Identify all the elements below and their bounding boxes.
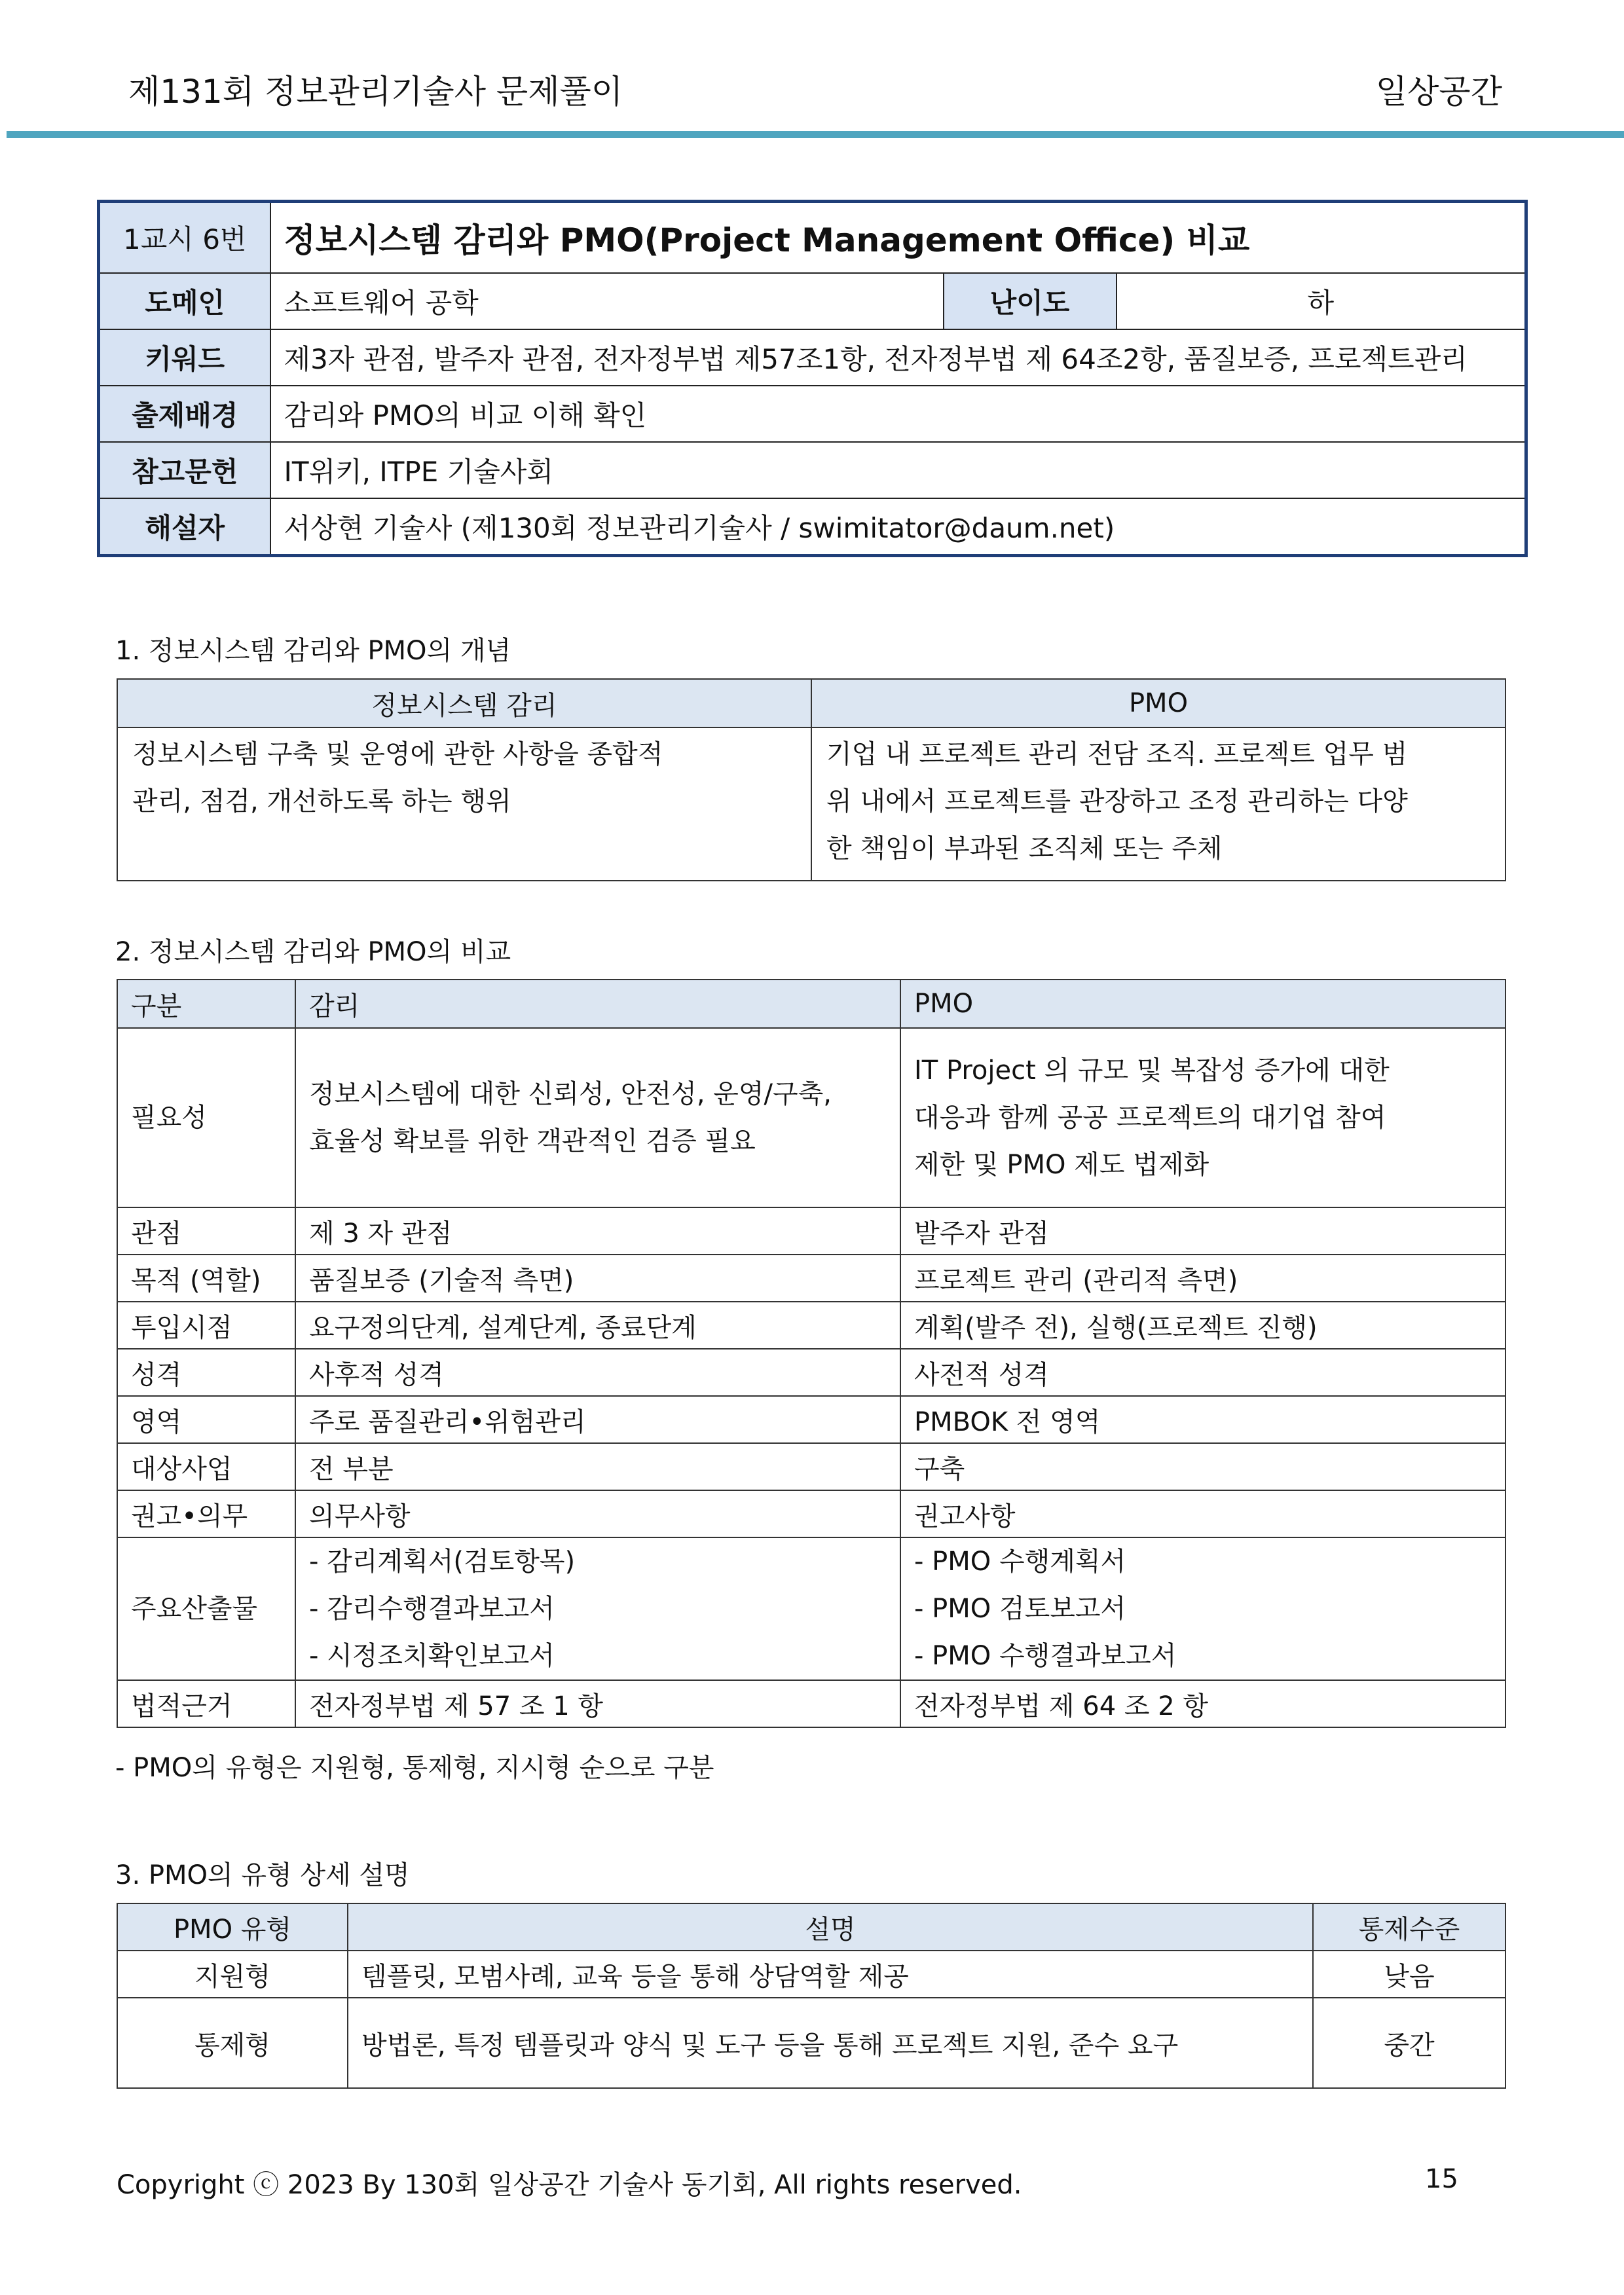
concept-pmo-line: 한 책임이 부과된 조직체 또는 주체 (826, 834, 1223, 864)
section2-heading: 2. 정보시스템 감리와 PMO의 비교 (115, 937, 511, 967)
pmo-type-name: 통제형 (117, 1998, 348, 2088)
concept-col-pmo-header: PMO (811, 679, 1505, 727)
row-audit: 주로 품질관리•위험관리 (295, 1396, 900, 1443)
row-label: 투입시점 (117, 1302, 295, 1349)
background-label: 출제배경 (99, 386, 270, 442)
pmo-type-note: - PMO의 유형은 지원형, 통제형, 지시형 순으로 구분 (115, 1753, 714, 1783)
row-audit: 요구정의단계, 설계단계, 종료단계 (295, 1302, 900, 1349)
deliverable-pmo-item: - PMO 수행결과보고서 (914, 1641, 1177, 1671)
pmo-type-row (117, 1998, 1505, 2088)
legal-pmo: 전자정부법 제 64 조 2 항 (900, 1680, 1505, 1727)
row-label: 관점 (117, 1207, 295, 1255)
comparison-row (117, 1349, 1505, 1396)
row-pmo: PMBOK 전 영역 (900, 1396, 1505, 1443)
domain-value: 소프트웨어 공학 (270, 273, 944, 329)
comparison-row (117, 1302, 1505, 1349)
question-info-table (97, 200, 1528, 557)
concept-pmo-line: 위 내에서 프로젝트를 관장하고 조정 관리하는 다양 (826, 786, 1408, 817)
necessity-audit-line: 정보시스템에 대한 신뢰성, 안전성, 운영/구축, (309, 1079, 832, 1109)
comparison-header-audit: 감리 (295, 980, 900, 1028)
deliverables-pmo-cell (900, 1537, 1505, 1680)
header-brand: 일상공간 (1375, 73, 1502, 111)
necessity-audit-line: 효율성 확보를 위한 객관적인 검증 필요 (309, 1126, 756, 1156)
question-title: 정보시스템 감리와 PMO(Project Management Office) 비교 (270, 202, 1526, 274)
concept-pmo-line: 기업 내 프로젝트 관리 전담 조직. 프로젝트 업무 범 (826, 739, 1408, 769)
reference-label: 참고문헌 (99, 442, 270, 498)
row-pmo: 계획(발주 전), 실행(프로젝트 진행) (900, 1302, 1505, 1349)
deliverable-audit-item: - 감리계획서(검토항목) (309, 1547, 576, 1577)
pmo-type-row (117, 1951, 1505, 1998)
difficulty-label: 난이도 (944, 273, 1116, 329)
deliverable-pmo-item: - PMO 수행계획서 (914, 1547, 1126, 1577)
question-number: 1교시 6번 (99, 202, 270, 274)
comparison-row (117, 1255, 1505, 1302)
row-label: 권고•의무 (117, 1490, 295, 1537)
necessity-label: 필요성 (117, 1028, 295, 1207)
comparison-header-category: 구분 (117, 980, 295, 1028)
row-audit: 전 부분 (295, 1443, 900, 1490)
domain-label: 도메인 (99, 273, 270, 329)
row-pmo: 발주자 관점 (900, 1207, 1505, 1255)
concept-audit-line: 관리, 점검, 개선하도록 하는 행위 (132, 786, 511, 817)
comparison-header-pmo: PMO (900, 980, 1505, 1028)
background-value: 감리와 PMO의 비교 이해 확인 (270, 386, 1526, 442)
deliverables-audit-cell (295, 1537, 900, 1680)
section3-heading: 3. PMO의 유형 상세 설명 (115, 1860, 410, 1890)
comparison-row (117, 1490, 1505, 1537)
comparison-row (117, 1396, 1505, 1443)
keyword-label: 키워드 (99, 329, 270, 386)
row-audit: 품질보증 (기술적 측면) (295, 1255, 900, 1302)
reference-value: IT위키, ITPE 기술사회 (270, 442, 1526, 498)
legal-label: 법적근거 (117, 1680, 295, 1727)
pmo-type-level: 중간 (1313, 1998, 1505, 2088)
pmo-type-desc: 템플릿, 모범사례, 교육 등을 통해 상담역할 제공 (348, 1951, 1313, 1998)
row-pmo: 구축 (900, 1443, 1505, 1490)
pmo-level-header: 통제수준 (1313, 1903, 1505, 1951)
row-pmo: 프로젝트 관리 (관리적 측면) (900, 1255, 1505, 1302)
row-pmo: 사전적 성격 (900, 1349, 1505, 1396)
comparison-row (117, 1443, 1505, 1490)
difficulty-value: 하 (1116, 273, 1526, 329)
necessity-pmo-line: IT Project 의 규모 및 복잡성 증가에 대한 (914, 1056, 1390, 1086)
pmo-type-header: PMO 유형 (117, 1903, 348, 1951)
row-audit: 제 3 자 관점 (295, 1207, 900, 1255)
concept-col-audit-header: 정보시스템 감리 (117, 679, 811, 727)
deliverables-label: 주요산출물 (117, 1537, 295, 1680)
footer-copyright: Copyright ⓒ 2023 By 130회 일상공간 기술사 동기회, All rights reserved. (117, 2170, 1022, 2200)
row-label: 대상사업 (117, 1443, 295, 1490)
pmo-type-level: 낮음 (1313, 1951, 1505, 1998)
header-divider (7, 131, 1624, 138)
comparison-row (117, 1207, 1505, 1255)
keyword-value: 제3자 관점, 발주자 관점, 전자정부법 제57조1항, 전자정부법 제 64조2항, 품질보증, 프로젝트관리 (270, 329, 1526, 386)
necessity-pmo-line: 제한 및 PMO 제도 법제화 (914, 1150, 1209, 1180)
row-pmo: 권고사항 (900, 1490, 1505, 1537)
row-audit: 의무사항 (295, 1490, 900, 1537)
page-number: 15 (1425, 2164, 1458, 2194)
row-label: 영역 (117, 1396, 295, 1443)
necessity-pmo-line: 대응과 함께 공공 프로젝트의 대기업 참여 (914, 1103, 1386, 1133)
concept-audit-line: 정보시스템 구축 및 운영에 관한 사항을 종합적 (132, 739, 663, 769)
pmo-desc-header: 설명 (348, 1903, 1313, 1951)
comparison-table (117, 979, 1506, 1728)
concept-table (117, 678, 1506, 881)
concept-audit-cell (117, 727, 811, 881)
row-label: 성격 (117, 1349, 295, 1396)
row-audit: 사후적 성격 (295, 1349, 900, 1396)
pmo-type-table (117, 1903, 1506, 2089)
pmo-type-desc: 방법론, 특정 템플릿과 양식 및 도구 등을 통해 프로젝트 지원, 준수 요구 (348, 1998, 1313, 2088)
necessity-pmo-cell (900, 1028, 1505, 1207)
header-title: 제131회 정보관리기술사 문제풀이 (128, 73, 623, 111)
deliverable-pmo-item: - PMO 검토보고서 (914, 1594, 1126, 1624)
deliverable-audit-item: - 시정조치확인보고서 (309, 1641, 555, 1671)
row-label: 목적 (역할) (117, 1255, 295, 1302)
section1-heading: 1. 정보시스템 감리와 PMO의 개념 (115, 636, 511, 666)
concept-pmo-cell (811, 727, 1505, 881)
necessity-audit-cell (295, 1028, 900, 1207)
legal-audit: 전자정부법 제 57 조 1 항 (295, 1680, 900, 1727)
deliverable-audit-item: - 감리수행결과보고서 (309, 1594, 555, 1624)
author-value: 서상현 기술사 (제130회 정보관리기술사 / swimitator@daum.net) (270, 498, 1526, 556)
pmo-type-name: 지원형 (117, 1951, 348, 1998)
author-label: 해설자 (99, 498, 270, 556)
